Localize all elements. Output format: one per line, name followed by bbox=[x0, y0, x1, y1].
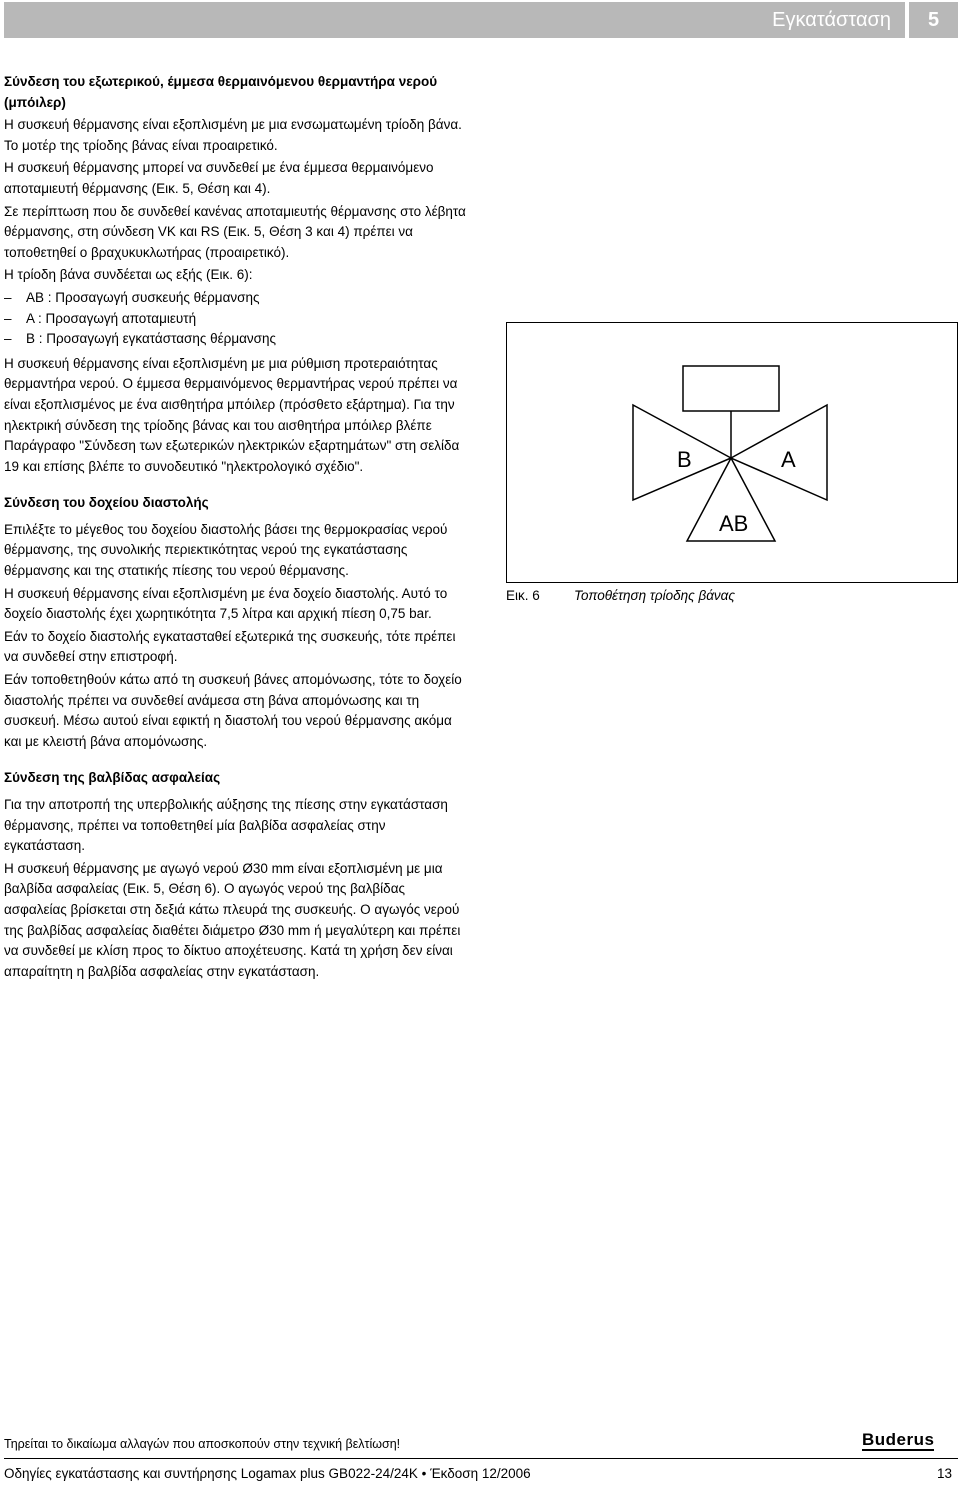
page-number: 13 bbox=[936, 1466, 952, 1481]
list-item: – AB : Προσαγωγή συσκευής θέρμανσης bbox=[4, 288, 466, 309]
paragraph: Η συσκευή θέρμανσης με αγωγό νερού Ø30 mm είναι εξοπλισμένη με μια βαλβίδα ασφαλείας (Εικ. 5, Θέση 6). Ο αγωγός νερού της βαλβίδας ασφαλείας βρίσκεται στη δεξιά κάτω πλευρά της συσκευής. Ο αγωγός νερού της βαλβίδας ασφαλείας διαθέτει διάμετρο Ø30 mm ή μεγαλύτερη και πρέπει να συνδεθεί με κλίση προς το δίκτυο αποχέτευσης. Κατά τη χρήση δεν είναι απαραίτητη η βαλβίδα ασφαλείας στην εγκατάσταση. bbox=[4, 860, 461, 979]
paragraph: Σε περίπτωση που δε συνδεθεί κανένας αποταμιευτής θέρμανσης στο λέβητα θέρμανσης, στη σύνδεση VK και RS (Εικ. 5, Θέση 3 και 4) πρέπει να τοποθετηθεί ο βραχυκυκλωτήρας (προαιρετικό). bbox=[4, 203, 466, 260]
paragraph: Η συσκευή θέρμανσης είναι εξοπλισμένη με μια ενσωματωμένη τρίοδη βάνα. Το μοτέρ της τρίοδης βάνας είναι προαιρετικό. bbox=[4, 117, 462, 153]
paragraph: Για την αποτροπή της υπερβολικής αύξησης της πίεσης στην εγκατάσταση θέρμανσης, πρέπει να τοποθετηθεί μία βαλβίδα ασφαλείας στην εγκατάσταση. bbox=[4, 797, 448, 854]
footer-document-info: Οδηγίες εγκατάστασης και συντήρησης Logamax plus GB022-24/24K • Έκδοση 12/2006 bbox=[4, 1466, 531, 1481]
paragraph: Εάν το δοχείο διαστολής εγκατασταθεί εξωτερικά της συσκευής, τότε πρέπει να συνδεθεί στην επιστροφή. bbox=[4, 628, 456, 665]
chapter-number: 5 bbox=[909, 2, 958, 38]
section-heading-expansion: Σύνδεση του δοχείου διαστολής bbox=[4, 495, 209, 511]
paragraph: Η τρίοδη βάνα συνδέεται ως εξής (Εικ. 6): bbox=[4, 267, 253, 283]
text-column bbox=[4, 72, 466, 984]
header-title: Εγκατάσταση bbox=[772, 9, 891, 31]
figure-caption bbox=[506, 588, 735, 603]
label-b: B bbox=[677, 447, 692, 472]
paragraph: Εάν τοποθετηθούν κάτω από τη συσκευή βάνες απομόνωσης, τότε το δοχείο διαστολής πρέπει να συνδεθεί ανάμεσα στη βάνα απομόνωσης και τη συσκευή. Μέσω αυτού είναι εφικτή η διαστολή του νερού θέρμανσης ακόμα και με κλειστή βάνα απομόνωσης. bbox=[4, 672, 462, 749]
label-a: A bbox=[781, 447, 796, 472]
valve-motor bbox=[683, 366, 779, 411]
paragraph: Επιλέξτε το μέγεθος του δοχείου διαστολής βάσει της θερμοκρασίας νερού θέρμανσης, της συνολικής περιεκτικότητας νερού της εγκατάστασης θέρμανσης και της στατικής πίεσης του νερού θέρμανσης. bbox=[4, 521, 448, 579]
section-heading-boiler: Σύνδεση του εξωτερικού, έμμεσα θερμαινόμενου θερμαντήρα νερού (μπόιλερ) bbox=[4, 74, 438, 110]
footer-divider bbox=[4, 1458, 958, 1459]
figure-three-way-valve bbox=[506, 322, 958, 583]
list-item: – B : Προσαγωγή εγκατάστασης θέρμανσης bbox=[4, 329, 466, 350]
paragraph: Η συσκευή θέρμανσης είναι εξοπλισμένη με ένα δοχείο διαστολής. Αυτό το δοχείο διαστολής έχει χωρητικότητα 7,5 λίτρα και αρχική πίεση 0,75 bar. bbox=[4, 585, 448, 622]
list-item: – A : Προσαγωγή αποταμιευτή bbox=[4, 309, 466, 330]
paragraph: Η συσκευή θέρμανσης είναι εξοπλισμένη με μια ρύθμιση προτεραιότητας θερμαντήρα νερού. Ο έμμεσα θερμαινόμενος θερμαντήρας νερού πρέπει να είναι εξοπλισμένος με ένα αισθητήρα μπόιλερ (πρόσθετο εξάρτημα). Για την ηλεκτρική σύνδεση της τρίοδης βάνας και του αισθητήρα μπόιλερ βλέπε Παράγραφο "Σύνδεση των εξωτερικών ηλεκτρικών εξαρτημάτων" στη σελίδα 19 και επίσης βλέπε το συνοδευτικό "ηλεκτρολογικό σχέδιο". bbox=[4, 355, 460, 474]
footer-note: Τηρείται το δικαίωμα αλλαγών που αποσκοπούν στην τεχνική βελτίωση! bbox=[4, 1437, 401, 1451]
header-bar bbox=[4, 2, 905, 38]
figure-title: Τοποθέτηση τρίοδης βάνας bbox=[574, 588, 735, 603]
section-heading-safety: Σύνδεση της βαλβίδας ασφαλείας bbox=[4, 770, 221, 786]
three-way-valve-diagram bbox=[507, 323, 959, 584]
list-item-text: AB : Προσαγωγή συσκευής θέρμανσης bbox=[26, 289, 260, 305]
paragraph: Η συσκευή θέρμανσης μπορεί να συνδεθεί με ένα έμμεσα θερμαινόμενο αποταμιευτή θέρμανσης (Εικ. 5, Θέση και 4). bbox=[4, 160, 434, 196]
figure-number: Εικ. 6 bbox=[506, 588, 540, 603]
buderus-logo: Buderus bbox=[862, 1430, 935, 1449]
label-ab: AB bbox=[719, 511, 749, 536]
list-item-text: B : Προσαγωγή εγκατάστασης θέρμανσης bbox=[26, 331, 276, 347]
list-item-text: A : Προσαγωγή αποταμιευτή bbox=[26, 310, 197, 326]
